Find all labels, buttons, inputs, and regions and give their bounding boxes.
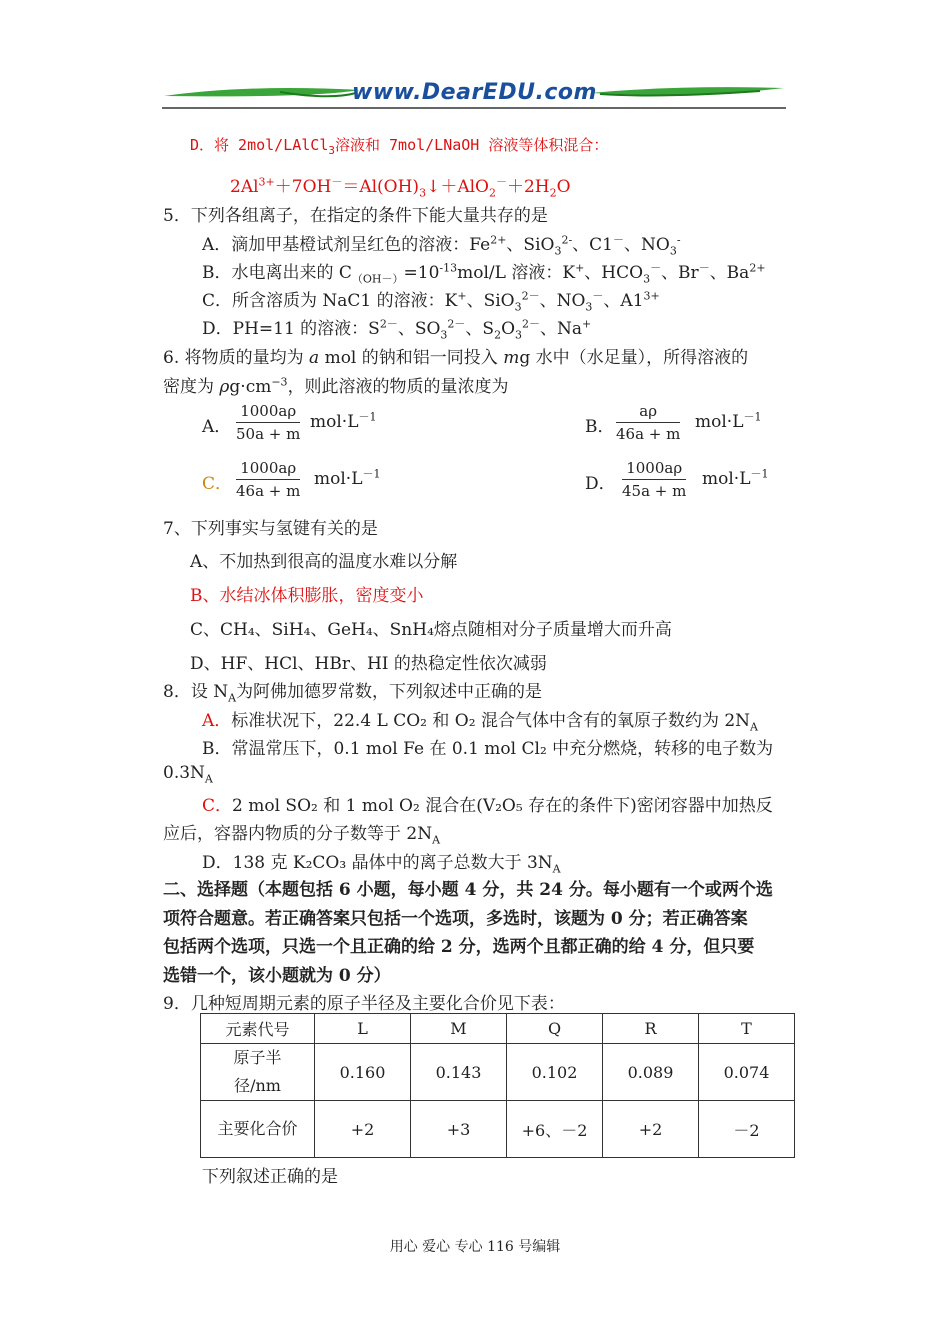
q6-stem-line1: 6. 将物质的量均为 a mol 的钠和铝一同投入 mg 水中（水足量），所得溶液的 (163, 348, 749, 368)
q5-option-d: D．PH=11 的溶液：$S^{2-}$、$SO_3^{2-}$、$S_2O_3^{2-}$、Na+ (202, 317, 592, 342)
table-row (201, 1101, 795, 1158)
table-header-cell: R (603, 1014, 699, 1044)
q8-option-d: D．138 克 K₂CO₃ 晶体中的离子总数大于 $3N_A$ (202, 853, 561, 876)
table-cell: 0.089 (603, 1044, 699, 1101)
q7-option-b: B、水结冰体积膨胀，密度变小 (190, 586, 424, 606)
q9-stem: 9．几种短周期元素的原子半径及主要化合价见下表： (163, 994, 565, 1014)
q8-option-b: B．常温常压下，0.1 mol Fe 在 0.1 mol Cl₂ 中充分燃烧，转移的电子数为 (202, 739, 774, 759)
q5-option-b: B．水电离出来的 $C_{(OH-)}=10^{-13}mol/L$ 溶液：K+、$HCO_3^-$、Br－、$Ba^{2+}$ (202, 261, 766, 286)
section2-line2: 项符合题意。若正确答案只包括一个选项，多选时，该题为 0 分；若正确答案 (163, 909, 748, 929)
table-cell: +3 (411, 1101, 507, 1158)
section2-line1: 二、选择题（本题包括 6 小题，每小题 4 分，共 24 分。每小题有一个或两个选 (163, 880, 773, 900)
table-cell: +6、－2 (507, 1101, 603, 1158)
page-footer: 用心 爱心 专心 116 号编辑 (389, 1239, 561, 1255)
q6-option-d-label: D． (585, 474, 616, 494)
q6-option-c-label: C． (202, 474, 233, 494)
q5-stem: 5．下列各组离子，在指定的条件下能大量共存的是 (163, 206, 548, 226)
q4-equation: $2Al^{3+}+7OH^-=Al(OH)_3↓+AlO_2^-+2H_2O$ (230, 175, 571, 200)
q6-option-c-unit: $mol\cdot L^{-1}$ (314, 467, 381, 489)
table-header-cell: T (699, 1014, 795, 1044)
q6-option-c-fraction: $\frac{1000a\rho}{46a + m}$ (236, 459, 301, 500)
q8-stem: 8．设 $N_A$为阿佛加德罗常数，下列叙述中正确的是 (163, 682, 543, 705)
q6-option-a-fraction: $\frac{1000a\rho}{50a + m}$ (236, 402, 301, 443)
q6-option-b-fraction: $\frac{a\rho}{46a + m}$ (616, 402, 681, 443)
table-cell: +2 (315, 1101, 411, 1158)
section2-line3: 包括两个选项，只选一个且正确的给 2 分，选两个且都正确的给 4 分，但只要 (163, 937, 755, 957)
table-cell: 0.074 (699, 1044, 795, 1101)
q6-option-d-fraction: $\frac{1000a\rho}{45a + m}$ (622, 459, 687, 500)
q8-option-a: A．标准状况下，22.4 L CO₂ 和 O₂ 混合气体中含有的氧原子数约为 $2N_A$ (202, 711, 758, 734)
q6-option-b-label: B． (585, 417, 615, 437)
q7-option-c: C、CH₄、SiH₄、GeH₄、SnH₄熔点随相对分子质量增大而升高 (190, 620, 672, 640)
q5-option-c: C．所含溶质为 NaC1 的溶液：K+、SiO$_3^{2-}$、$NO_3^-$、$A1^{3+}$ (202, 289, 660, 314)
table-cell: 0.160 (315, 1044, 411, 1101)
section2-line4: 选错一个，该小题就为 0 分） (163, 966, 391, 986)
q4-option-d: D．将 2mol/LAlCl$_3$溶液和 7mol/LNaOH 溶液等体积混合： (190, 136, 609, 157)
table-cell: 0.102 (507, 1044, 603, 1101)
q7-stem: 7、下列事实与氢键有关的是 (163, 519, 378, 539)
q8-option-c: C．2 mol SO₂ 和 1 mol O₂ 混合在(V₂O₅ 存在的条件下)密闭容器中加热反 (202, 796, 773, 816)
q7-option-d: D、HF、HCl、HBr、HI 的热稳定性依次减弱 (190, 654, 547, 674)
q6-stem-line2: 密度为 $\rho g\cdot cm^{-3}$，则此溶液的物质的量浓度为 (163, 375, 509, 397)
q5-option-a: A．滴加甲基橙试剂呈红色的溶液：$Fe^{2+}$、SiO$_3^{2-}$、C1－、$NO_3^-$ (202, 233, 681, 258)
table-header-cell: L (315, 1014, 411, 1044)
table-row-label: 原子半径/nm (201, 1044, 315, 1101)
q6-option-d-unit: $mol\cdot L^{-1}$ (702, 467, 769, 489)
table-header-cell: Q (507, 1014, 603, 1044)
q6-option-a-unit: $mol\cdot L^{-1}$ (310, 410, 377, 432)
site-logo-text[interactable]: www.DearEDU.com (352, 80, 597, 105)
q8-option-c-cont: 应后，容器内物质的分子数等于 $2N_A$ (163, 824, 441, 847)
q6-option-a-label: A． (202, 417, 232, 437)
q7-option-a: A、不加热到很高的温度水难以分解 (190, 552, 458, 572)
q9-element-table (200, 1013, 795, 1158)
q9-after-table: 下列叙述正确的是 (202, 1167, 338, 1187)
table-row (201, 1044, 795, 1101)
table-row-label: 主要化合价 (201, 1101, 315, 1158)
table-header-cell: M (411, 1014, 507, 1044)
table-header-row (201, 1014, 795, 1044)
q6-option-b-unit: $mol\cdot L^{-1}$ (695, 410, 762, 432)
q8-option-b-cont: $0.3N_A$ (163, 763, 213, 786)
table-cell: －2 (699, 1101, 795, 1158)
table-cell: 0.143 (411, 1044, 507, 1101)
table-header-cell: 元素代号 (201, 1014, 315, 1044)
table-cell: +2 (603, 1101, 699, 1158)
